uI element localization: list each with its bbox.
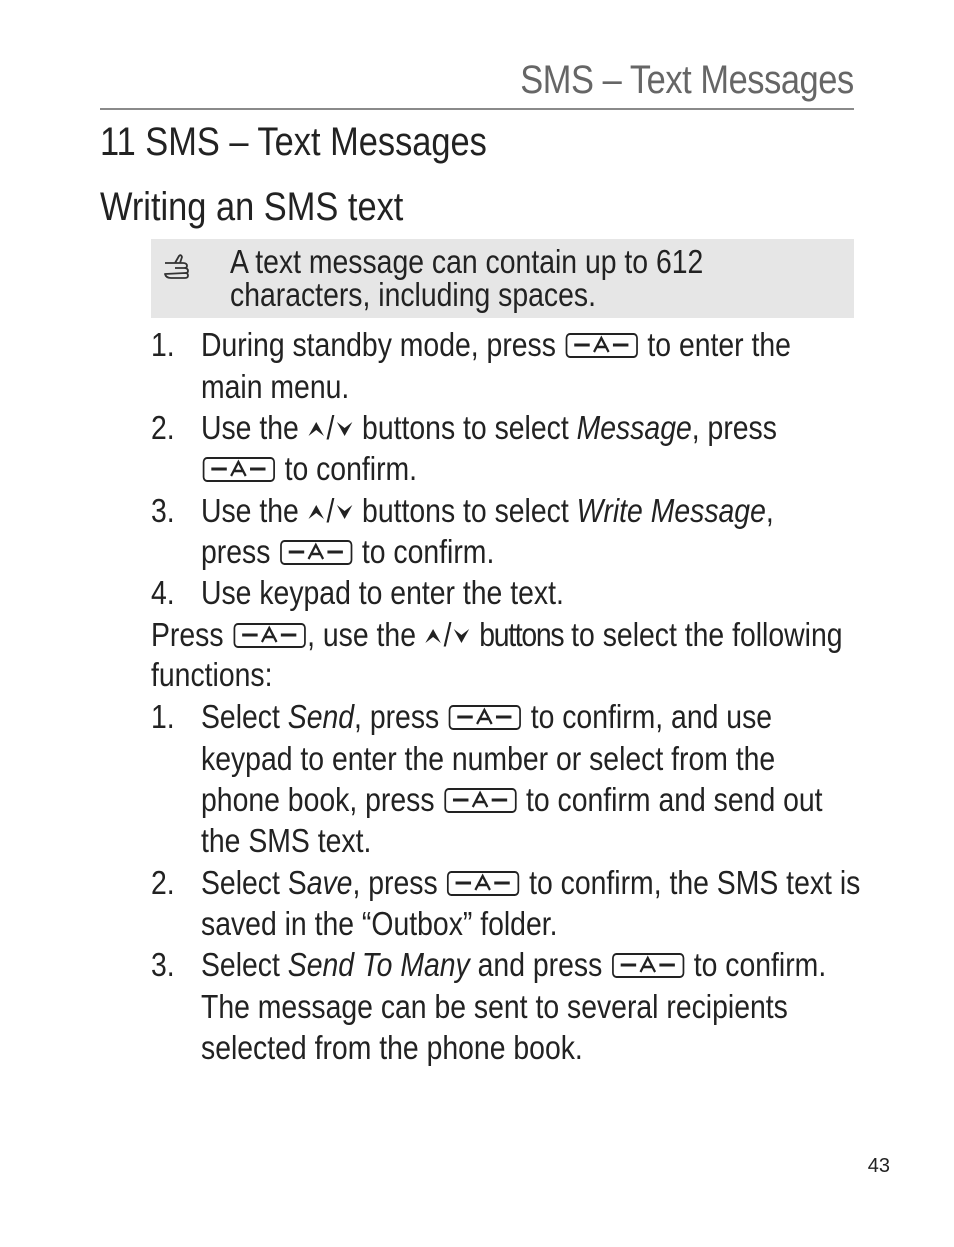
- function-1-line: keypad to enter the number or select from the: [201, 740, 776, 777]
- note-line: A text message can contain up to 612: [230, 243, 704, 280]
- function-1-line: Select Send, press to confirm, and use: [201, 698, 773, 735]
- step-2-line: to confirm.: [201, 450, 417, 488]
- step-number: 4.: [151, 574, 175, 611]
- function-1-line: phone book, press to confirm and send out: [201, 781, 823, 818]
- menu-key-icon: [447, 871, 519, 896]
- menu-key-icon: [612, 953, 684, 978]
- step-1-line: main menu.: [201, 368, 350, 405]
- press-line: Press , use the / buttons to select the following: [151, 616, 843, 653]
- function-2-line: Select Save, press to confirm, the SMS text is: [201, 864, 861, 901]
- pointing-hand-icon: [163, 253, 197, 281]
- step-3-line: press to confirm.: [201, 533, 495, 570]
- note-text: [230, 245, 849, 311]
- menu-key-icon: [233, 623, 305, 648]
- note-line: characters, including spaces.: [230, 276, 596, 313]
- menu-key-icon: [280, 540, 352, 565]
- page-number: 43: [867, 1155, 890, 1177]
- step-3-line: Use the / buttons to select Write Message,: [201, 492, 774, 529]
- menu-key-icon: [444, 788, 516, 813]
- header-divider: [100, 108, 854, 110]
- menu-key-icon: [449, 705, 521, 730]
- down-arrow-icon: [452, 617, 471, 639]
- function-number: 2.: [151, 864, 175, 901]
- function-2-line: saved in the “Outbox” folder.: [201, 905, 558, 942]
- step-4-line: Use keypad to enter the text.: [201, 574, 564, 611]
- step-1-line: During standby mode, press to enter the: [201, 326, 791, 363]
- menu-key-icon: [566, 333, 638, 358]
- up-arrow-icon: [307, 410, 326, 432]
- up-arrow-icon: [307, 493, 326, 515]
- function-3-line: Select Send To Many and press to confirm.: [201, 946, 827, 983]
- function-3-line: selected from the phone book.: [201, 1029, 583, 1066]
- step-number: 1.: [151, 326, 175, 363]
- menu-key-icon: [203, 457, 275, 482]
- running-header: SMS – Text Messages: [520, 58, 854, 102]
- step-number: 2.: [151, 409, 175, 446]
- step-number: 3.: [151, 492, 175, 529]
- note-box: [151, 239, 854, 318]
- press-line: functions:: [151, 656, 273, 693]
- up-arrow-icon: [424, 617, 443, 639]
- function-1-line: the SMS text.: [201, 822, 372, 859]
- section-subtitle: Writing an SMS text: [100, 185, 404, 229]
- down-arrow-icon: [335, 410, 354, 432]
- section-title: 11 SMS – Text Messages: [100, 120, 487, 164]
- function-number: 3.: [151, 946, 175, 983]
- function-3-line: The message can be sent to several recipients: [201, 988, 788, 1025]
- function-number: 1.: [151, 698, 175, 735]
- step-2-line: Use the / buttons to select Message, press: [201, 409, 777, 446]
- down-arrow-icon: [335, 493, 354, 515]
